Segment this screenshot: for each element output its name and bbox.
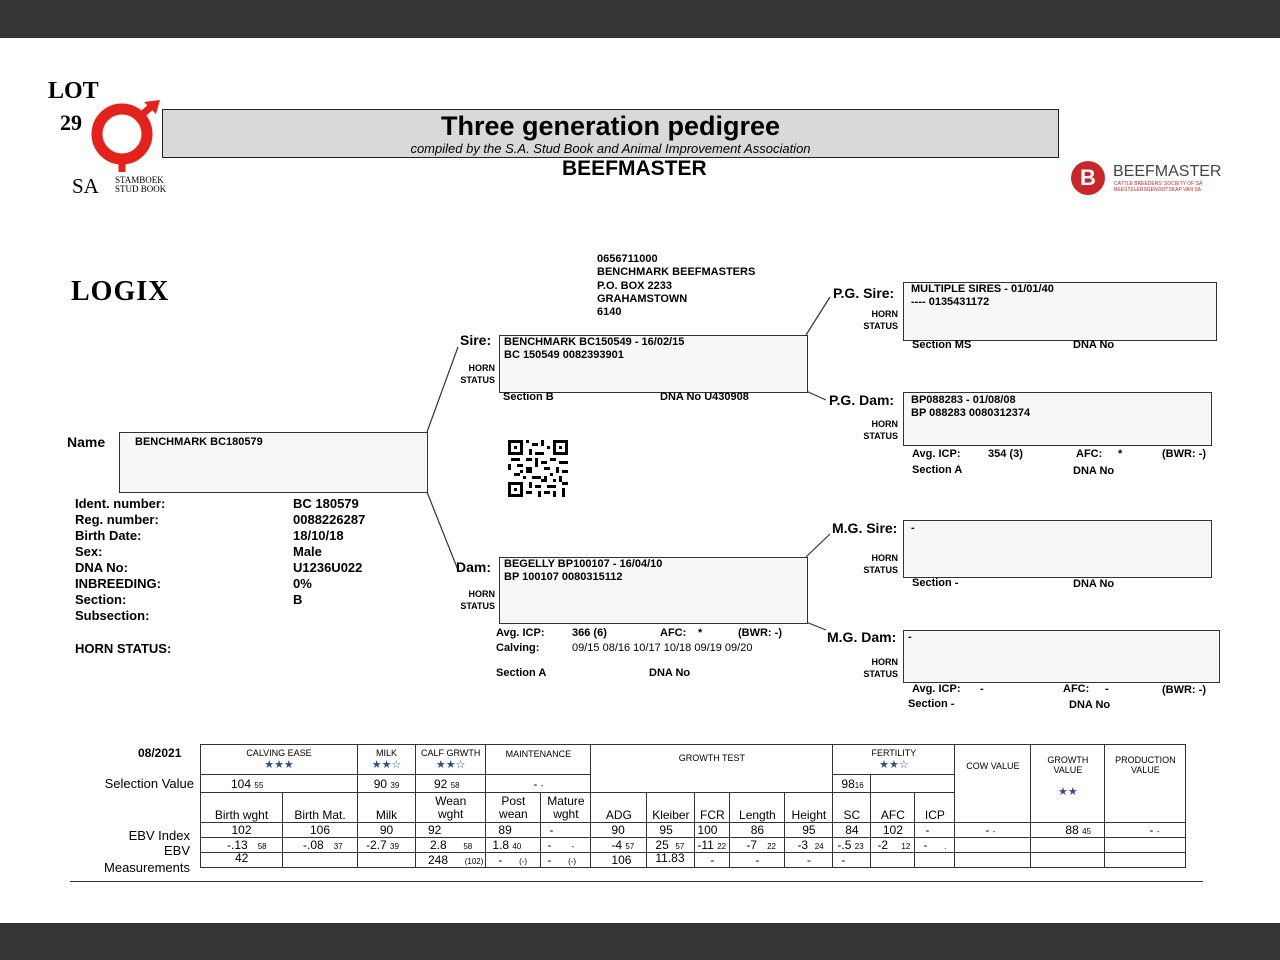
qr-code-icon [508,440,568,497]
ebv-mature: - - [541,838,591,853]
ebv-sc: -.5 23 [833,838,871,853]
index-fcr: 100 [695,823,730,838]
dam-calving-label: Calving: [496,642,540,654]
pg-dam-bwr: (BWR: -) [1162,448,1206,460]
pg-dam-afc-label: AFC: [1076,448,1103,460]
index-wean: 92 [416,823,486,838]
pg-sire-line1: MULTIPLE SIRES - 01/01/40 [911,283,1054,295]
index-sc: 84 [833,823,871,838]
index-cow-value: - - [955,823,1031,838]
beefmaster-logo-sub: CATTLE BREEDERS' SOCIETY OF SA BEESTELERSGENOOTSKAP VAN SA [1114,181,1203,193]
page-subtitle: compiled by the S.A. Stud Book and Animal Improvement Association [410,141,811,156]
pg-dam-dna: DNA No [1073,465,1115,477]
index-icp: - [915,823,955,838]
sire-box [499,335,808,393]
sire-horn-status: HORN STATUS [460,363,495,385]
dam-line1: BEGELLY BP100107 - 16/04/10 [504,558,663,570]
group-calf-growth: CALF GRWTH ★★☆ [416,745,486,775]
ebv-icp: - . [915,838,955,853]
meas-mature: - (-) [541,853,591,868]
ebv-kleiber: 25 57 [647,838,695,853]
animal-field-values: BC 180579 0088226287 18/10/18 Male U1236U022 0% B [293,496,366,607]
col-kleiber: Kleiber [647,793,695,823]
col-sc: SC [833,793,871,823]
horn-status-label: HORN STATUS: [75,641,172,656]
mg-sire-line1: - [911,522,915,534]
selection-calf-growth: 92 58 [416,775,486,793]
group-calving-ease: CALVING EASE ★★★ [201,745,358,775]
mg-dam-afc-label: AFC: [1063,683,1090,695]
dam-calving: 09/15 08/16 10/17 10/18 09/19 09/20 [572,642,753,654]
col-mature-wght: Mature wght [541,793,591,823]
lot-label: LOT [48,78,99,104]
mg-dam-section: Section - [908,698,955,710]
index-production-value: - - [1105,823,1186,838]
group-maintenance: MAINTENANCE [486,745,591,775]
mg-dam-box [903,630,1220,683]
bottom-rule [70,881,1203,882]
mg-dam-dna: DNA No [1069,699,1111,711]
dam-box [499,557,808,624]
dam-section: Section A [496,667,547,679]
index-birth-mat: 106 [283,823,358,838]
milk-stars: ★★☆ [371,759,402,771]
mg-dam-horn-status: HORN STATUS [863,657,898,679]
sire-line1: BENCHMARK BC150549 - 16/02/15 [504,336,685,348]
ebv-post: 1.8 40 [486,838,541,853]
studbook-sa: SA [72,174,99,198]
ebv-height: -3 24 [785,838,833,853]
dam-horn-status: HORN STATUS [460,589,495,611]
dam-afc: * [698,627,703,639]
animal-name-box [119,432,428,493]
mg-dam-afc: - [1105,683,1109,695]
breed-title: BEEFMASTER [562,157,707,180]
index-height: 95 [785,823,833,838]
group-growth-value: GROWTH VALUE ★★ [1031,745,1105,823]
group-cow-value: COW VALUE [955,745,1031,823]
studbook-text: STAMBOEK STUD BOOK [115,175,167,194]
ebv-wean: 2.8 58 [416,838,486,853]
col-milk: Milk [358,793,416,823]
dam-label: Dam: [456,559,492,575]
pg-dam-horn-status: HORN STATUS [863,419,898,441]
mg-dam-bwr: (BWR: -) [1162,684,1206,696]
dam-afc-label: AFC: [660,627,687,639]
dam-icp: 366 (6) [572,627,607,639]
index-growth-value: 88 45 [1031,823,1105,838]
selection-milk: 90 39 [358,775,416,793]
pg-sire-label: P.G. Sire: [833,285,895,301]
col-post-wean: Post wean [486,793,541,823]
meas-kleiber: 11.83 [647,853,695,868]
ebv-birth-wght: -.13 58 [201,838,283,853]
index-birth-wght: 102 [201,823,283,838]
meas-adg: 106 [591,853,647,868]
dam-dna: DNA No [649,667,691,679]
beefmaster-logo-icon: B [1071,161,1105,195]
ebv-date: 08/2021 [138,746,182,760]
pg-sire-horn-status: HORN STATUS [863,309,898,331]
meas-wean: 248 (102) [416,853,486,868]
dam-line2: BP 100107 0080315112 [504,571,623,583]
sire-section: Section B [503,391,554,403]
sire-line2: BC 150549 0082393901 [504,349,624,361]
pg-sire-box [903,282,1217,341]
selection-calving-ease: 104 55 [201,775,358,793]
animal-field-labels: Ident. number: Reg. number: Birth Date: Sex: DNA No: INBREEDING: Section: Subsection: [75,496,166,623]
ebv-afc: -2 12 [871,838,915,853]
index-mature: - [541,823,591,838]
meas-fcr: - [695,853,730,868]
group-production-value: PRODUCTION VALUE [1105,745,1186,823]
ebv-table [200,744,1186,868]
mg-sire-label: M.G. Sire: [832,520,898,536]
lot-number: 29 [60,110,82,135]
animal-name: BENCHMARK BC180579 [135,436,263,448]
ebv-values-row [201,838,1186,853]
animal-name-label: Name [67,434,106,450]
pg-sire-line2: ---- 0135431172 [911,296,990,308]
pg-dam-section: Section A [912,464,963,476]
row-label-index: EBV Index [128,828,190,843]
row-label-measurements: Measurements [104,860,190,875]
col-birth-mat: Birth Mat. [283,793,358,823]
ebv-milk: -2.7 39 [358,838,416,853]
col-adg: ADG [591,793,647,823]
pg-sire-section: Section MS [912,339,972,351]
selection-fertility: 9816 [833,775,871,793]
group-milk: MILK ★★☆ [358,745,416,775]
pg-dam-icp: 354 (3) [988,448,1023,460]
calf-growth-stars: ★★☆ [435,759,466,771]
group-fertility: FERTILITY ★★☆ [833,745,955,775]
measurements-row [201,853,1186,868]
page-title: Three generation pedigree [440,111,781,141]
pg-dam-label: P.G. Dam: [829,392,895,408]
pg-sire-dna: DNA No [1073,339,1115,351]
mg-dam-label: M.G. Dam: [827,629,897,645]
index-length: 86 [730,823,785,838]
index-milk: 90 [358,823,416,838]
pg-dam-box [903,392,1212,446]
calving-ease-stars: ★★★ [264,759,294,771]
ebv-adg: -4 57 [591,838,647,853]
mg-sire-horn-status: HORN STATUS [863,553,898,575]
meas-length: - [730,853,785,868]
col-length: Length [730,793,785,823]
col-icp: ICP [915,793,955,823]
ebv-index-row [201,823,1186,838]
col-afc: AFC [871,793,915,823]
index-afc: 102 [871,823,915,838]
fertility-stars: ★★☆ [879,759,909,771]
row-label-selection: Selection Value [104,776,194,791]
pg-dam-line2: BP 088283 0080312374 [911,407,1031,419]
growth-value-stars: ★★ [1058,786,1078,798]
row-label-ebv: EBV [163,843,190,858]
mg-sire-section: Section - [912,577,959,589]
dam-icp-label: Avg. ICP: [496,627,545,639]
dam-bwr: (BWR: -) [738,627,782,639]
meas-post: - (-) [486,853,541,868]
pg-dam-line1: BP088283 - 01/08/08 [911,394,1016,406]
breeder-address: 0656711000 BENCHMARK BEEFMASTERS P.O. BOX 2233 GRAHAMSTOWN 6140 [597,253,756,319]
ebv-length: -7 22 [730,838,785,853]
col-birth-wght: Birth wght [201,793,283,823]
pg-dam-icp-label: Avg. ICP: [912,448,961,460]
pg-dam-afc: * [1118,448,1123,460]
meas-height: - [785,853,833,868]
col-fcr: FCR [695,793,730,823]
col-wean-wght: Wean wght [416,793,486,823]
ebv-fcr: -11 22 [695,838,730,853]
sire-label: Sire: [460,332,492,348]
selection-maintenance: - - [486,775,591,793]
index-post: 89 [486,823,541,838]
mg-sire-dna: DNA No [1073,578,1115,590]
mg-dam-icp: - [980,683,984,695]
col-height: Height [785,793,833,823]
meas-birth-wght: 42 [201,853,283,868]
mg-sire-box [903,520,1212,578]
mg-dam-line1: - [908,631,912,643]
beefmaster-logo-name: BEEFMASTER [1113,163,1222,180]
ebv-birth-mat: -.08 37 [283,838,358,853]
index-kleiber: 95 [647,823,695,838]
sire-dna: DNA No U430908 [660,391,749,403]
mg-dam-icp-label: Avg. ICP: [912,683,961,695]
logix-logo: LOGIX [71,276,170,307]
group-growth-test: GROWTH TEST [591,745,833,793]
meas-sc: - [833,853,871,868]
index-adg: 90 [591,823,647,838]
